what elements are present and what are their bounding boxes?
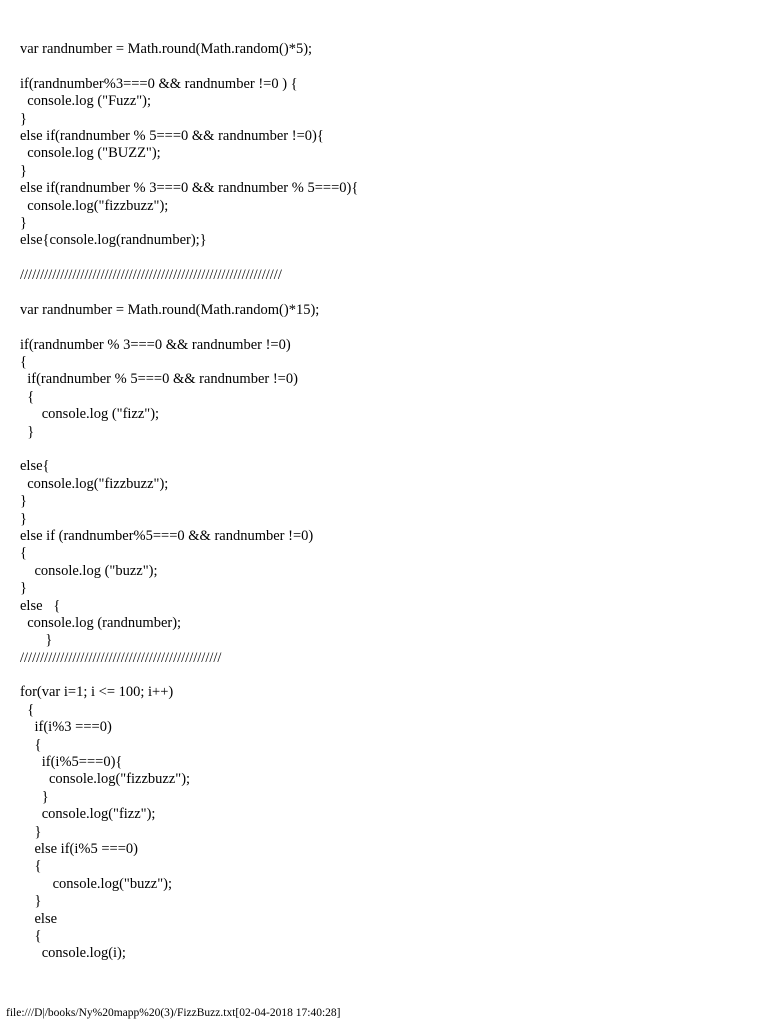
- code-line: console.log ("fizz");: [20, 406, 160, 423]
- code-line: if(i%5===0){: [20, 754, 123, 771]
- code-line: [20, 58, 750, 75]
- code-line: console.log (randnumber);: [20, 614, 182, 631]
- document-body: [20, 41, 750, 963]
- code-line: [20, 284, 750, 301]
- code-line: {: [20, 858, 42, 875]
- file-path-footer: file:///D|/books/Ny%20mapp%20(3)/FizzBuzz.txt[02-04-2018 17:40:28]: [6, 1007, 341, 1019]
- code-line: }: [20, 632, 53, 649]
- code-line: }: [20, 214, 27, 231]
- code-line: else: [20, 910, 58, 927]
- code-line: var randnumber = Math.round(Math.random()*5);: [20, 41, 313, 57]
- code-line: console.log ("Fuzz");: [20, 93, 152, 110]
- code-line: {: [20, 388, 35, 405]
- code-line: if(randnumber % 3===0 && randnumber !=0): [20, 336, 291, 353]
- code-line: console.log("fizzbuzz");: [20, 197, 169, 214]
- code-line: }: [20, 823, 42, 840]
- code-line: console.log(i);: [20, 945, 126, 962]
- code-line: {: [20, 927, 42, 944]
- code-line: if(randnumber % 5===0 && randnumber !=0): [20, 371, 298, 388]
- code-line: [20, 441, 750, 458]
- code-line: }: [20, 493, 27, 510]
- code-line: var randnumber = Math.round(Math.random()*15);: [20, 301, 320, 318]
- code-line: }: [20, 423, 35, 440]
- code-line: console.log ("buzz");: [20, 562, 158, 579]
- code-line: for(var i=1; i <= 100; i++): [20, 684, 174, 701]
- code-line: console.log("fizzbuzz");: [20, 475, 169, 492]
- code-line: {: [20, 545, 27, 562]
- code-line: if(i%3 ===0): [20, 719, 112, 736]
- code-line: console.log("buzz");: [20, 875, 172, 892]
- code-line: [20, 250, 750, 267]
- code-line: else if(randnumber % 3===0 && randnumber % 5===0){: [20, 180, 359, 197]
- code-line: {: [20, 354, 27, 371]
- separator-line: /////////////////////////////////////////////////////////////////: [20, 267, 282, 284]
- code-line: console.log("fizzbuzz");: [20, 771, 191, 788]
- code-line: {: [20, 736, 42, 753]
- code-line: else{console.log(randnumber);}: [20, 232, 207, 249]
- code-line: else if (randnumber%5===0 && randnumber !=0): [20, 527, 314, 544]
- code-line: if(randnumber%3===0 && randnumber !=0 ) {: [20, 75, 298, 92]
- code-line: [20, 319, 750, 336]
- code-line: }: [20, 788, 49, 805]
- code-line: }: [20, 580, 27, 597]
- code-line: }: [20, 110, 27, 127]
- code-line: else if(i%5 ===0): [20, 840, 138, 857]
- code-line: }: [20, 162, 27, 179]
- code-line: console.log("fizz");: [20, 806, 156, 823]
- code-line: else {: [20, 597, 61, 614]
- code-line: {: [20, 701, 35, 718]
- code-line: else if(randnumber % 5===0 && randnumber !=0){: [20, 127, 324, 144]
- code-line: }: [20, 893, 42, 910]
- code-line: }: [20, 510, 27, 527]
- separator-line: //////////////////////////////////////////////////: [20, 649, 222, 666]
- code-line: console.log ("BUZZ");: [20, 145, 161, 162]
- code-line: [20, 667, 750, 684]
- code-line: else{: [20, 458, 50, 475]
